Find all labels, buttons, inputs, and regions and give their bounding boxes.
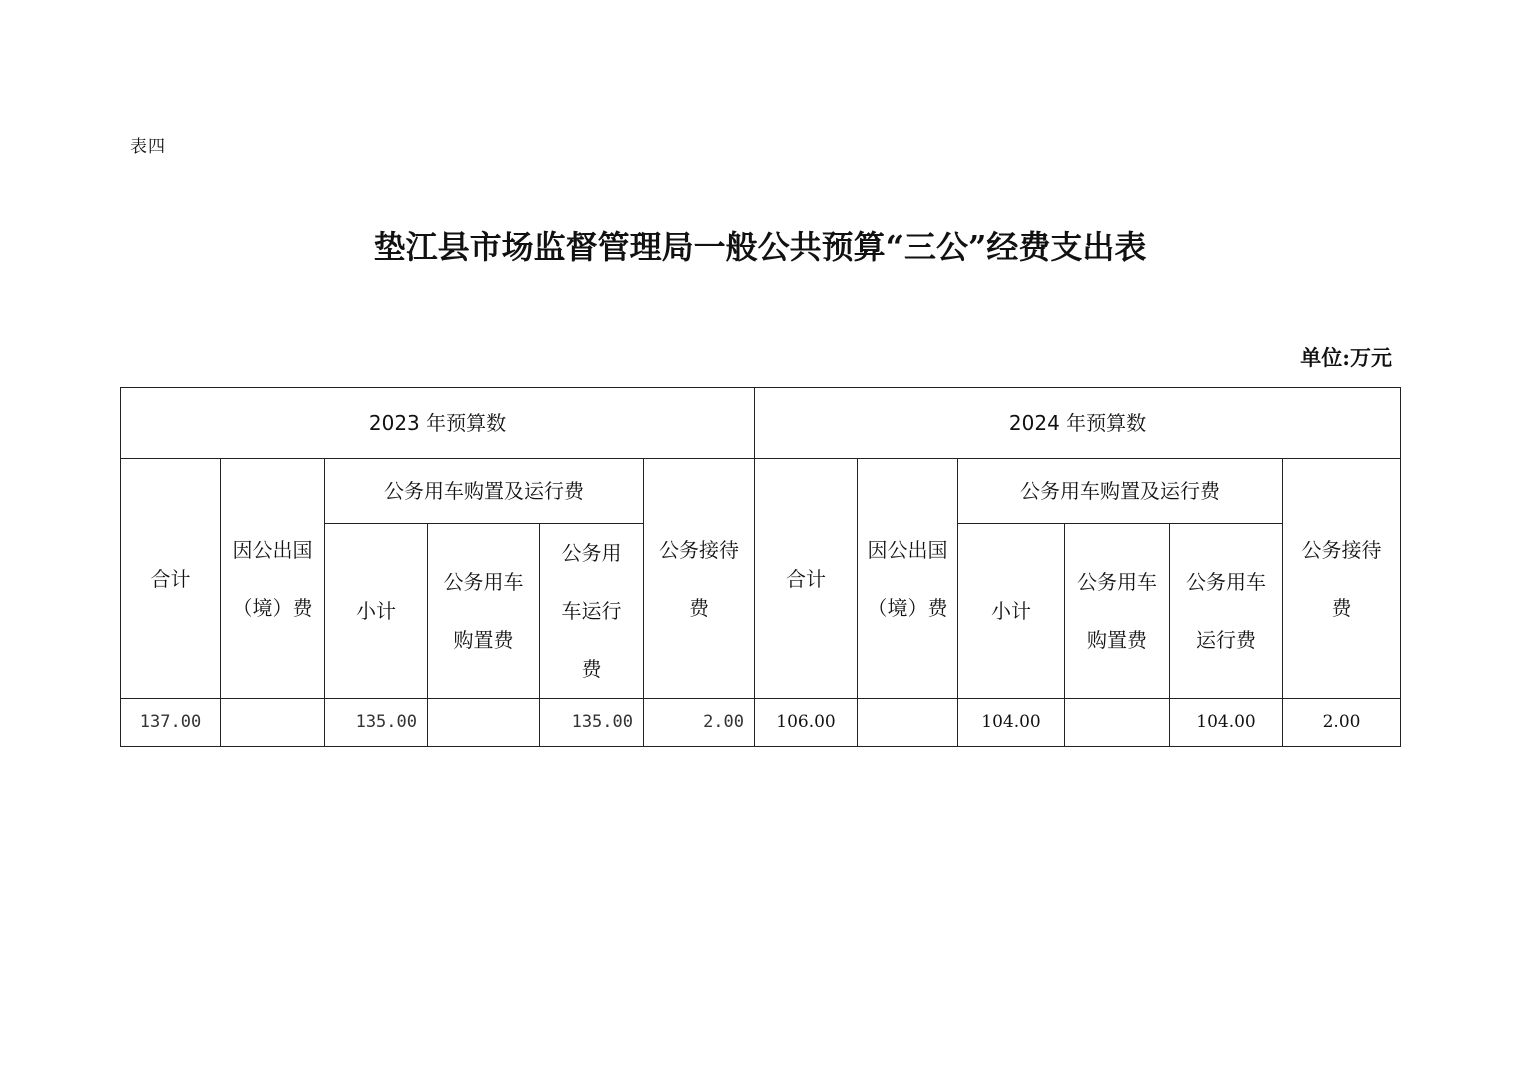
cell-purchase-2024 [1065, 699, 1170, 747]
unit-label: 单位:万元 [1300, 345, 1392, 370]
col-vehicle-operation-2024: 公务用车运行费 [1170, 524, 1283, 699]
col-vehicle-group-2024: 公务用车购置及运行费 [958, 459, 1283, 524]
col-total-2023: 合计 [121, 459, 221, 699]
table-label: 表四 [130, 137, 166, 157]
col-abroad-2024: 因公出国（境）费 [858, 459, 958, 699]
col-vehicle-operation-2023: 公务用车运行费 [540, 524, 644, 699]
cell-subtotal-2024: 104.00 [958, 699, 1065, 747]
year-header-2023: 2023 年预算数 [121, 388, 755, 459]
cell-operation-2024: 104.00 [1170, 699, 1283, 747]
page-title: 垫江县市场监督管理局一般公共预算“三公”经费支出表 [373, 228, 1147, 266]
year-header-2024: 2024 年预算数 [755, 388, 1401, 459]
cell-subtotal-2023: 135.00 [325, 699, 428, 747]
col-reception-2023: 公务接待费 [644, 459, 755, 699]
col-abroad-2023: 因公出国（境）费 [221, 459, 325, 699]
table-row [121, 699, 1401, 747]
column-header-row [121, 459, 1401, 524]
cell-reception-2024: 2.00 [1283, 699, 1401, 747]
col-reception-2024: 公务接待费 [1283, 459, 1401, 699]
col-vehicle-group-2023: 公务用车购置及运行费 [325, 459, 644, 524]
cell-reception-2023: 2.00 [644, 699, 755, 747]
year-header-row [121, 388, 1401, 459]
budget-table [120, 387, 1401, 747]
cell-total-2023: 137.00 [121, 699, 221, 747]
col-subtotal-2024: 小计 [958, 524, 1065, 699]
cell-abroad-2024 [858, 699, 958, 747]
cell-operation-2023: 135.00 [540, 699, 644, 747]
cell-abroad-2023 [221, 699, 325, 747]
col-subtotal-2023: 小计 [325, 524, 428, 699]
cell-purchase-2023 [428, 699, 540, 747]
col-vehicle-purchase-2024: 公务用车购置费 [1065, 524, 1170, 699]
cell-total-2024: 106.00 [755, 699, 858, 747]
col-total-2024: 合计 [755, 459, 858, 699]
col-vehicle-purchase-2023: 公务用车购置费 [428, 524, 540, 699]
